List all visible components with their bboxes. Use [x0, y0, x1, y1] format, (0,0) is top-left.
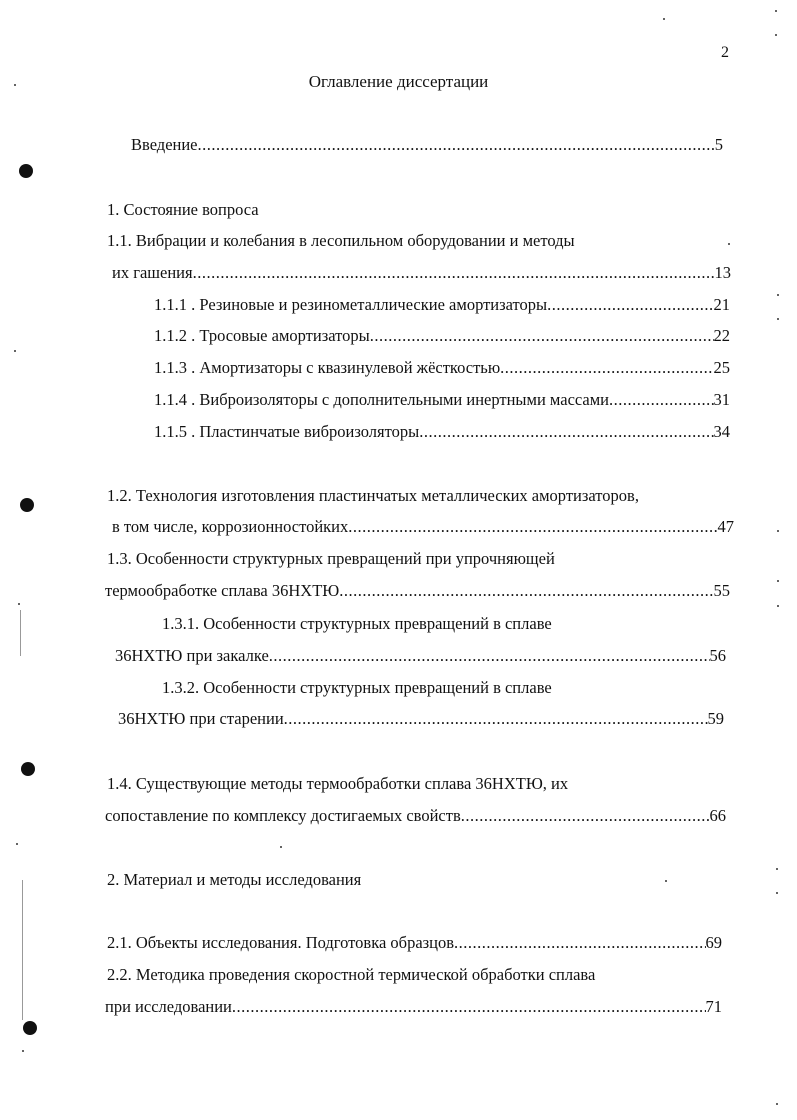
scan-speck — [663, 18, 665, 20]
dot-leader — [461, 806, 710, 826]
toc-page: 13 — [714, 263, 731, 282]
scan-speck — [777, 318, 779, 320]
toc-entry-1-3-2-line1: 1.3.2. Особенности структурных превращений в сплаве — [162, 678, 552, 697]
dot-leader — [348, 517, 717, 537]
punch-hole-3 — [21, 762, 35, 776]
toc-entry-1-2-line1: 1.2. Технология изготовления пластинчатых металлических амортизаторов, — [107, 486, 639, 505]
toc-entry-1-4 — [105, 806, 726, 826]
scan-speck — [280, 846, 282, 848]
scan-speck — [728, 243, 730, 245]
toc-entry-1-3-line1: 1.3. Особенности структурных превращений при упрочняющей — [107, 549, 555, 568]
toc-label: 1.1.4 . Виброизоляторы с дополнительными инертными массами — [154, 390, 610, 409]
toc-entry-1-3-2 — [118, 709, 724, 729]
scan-speck — [775, 34, 777, 36]
toc-entry-1-1-2 — [154, 326, 730, 346]
scan-speck — [16, 843, 18, 845]
toc-entry-1-2 — [112, 517, 734, 537]
toc-page: 56 — [709, 646, 726, 665]
scan-speck — [776, 892, 778, 894]
toc-label: Введение — [131, 135, 198, 154]
dot-leader — [609, 390, 713, 410]
dot-leader — [193, 263, 715, 283]
dot-leader — [232, 997, 706, 1017]
toc-entry-1-3-1-line1: 1.3.1. Особенности структурных превращений в сплаве — [162, 614, 552, 633]
scan-speck — [775, 10, 777, 12]
toc-page: 34 — [713, 422, 730, 441]
toc-label: их гашения — [112, 263, 193, 282]
toc-page: 55 — [713, 581, 730, 600]
toc-label: 2.1. Объекты исследования. Подготовка образцов — [107, 933, 455, 952]
toc-page: 5 — [714, 135, 723, 154]
toc-page: 71 — [705, 997, 722, 1016]
toc-entry-intro — [131, 135, 723, 155]
toc-label: сопоставление по комплексу достигаемых свойств — [105, 806, 461, 825]
scan-speck — [777, 530, 779, 532]
toc-page: 31 — [713, 390, 730, 409]
toc-page: 21 — [713, 295, 730, 314]
scan-speck — [777, 605, 779, 607]
toc-label: 1.1.5 . Пластинчатые виброизоляторы — [154, 422, 420, 441]
toc-entry-2-2 — [105, 997, 722, 1017]
page-number: 2 — [721, 44, 729, 61]
toc-entry-1-1-1 — [154, 295, 730, 315]
punch-hole-2 — [20, 498, 34, 512]
dot-leader — [269, 646, 710, 666]
toc-entry-1-1 — [112, 263, 731, 283]
toc-page: 25 — [713, 358, 730, 377]
toc-label: 36НХТЮ при старении — [118, 709, 284, 728]
toc-entry-1-3 — [105, 581, 730, 601]
scan-edge-line — [20, 610, 21, 656]
toc-entry-2-1 — [107, 933, 722, 953]
toc-page: 69 — [705, 933, 722, 952]
dot-leader — [370, 326, 714, 346]
toc-label: в том числе, коррозионностойких — [112, 517, 349, 536]
toc-entry-1-1-4 — [154, 390, 730, 410]
scan-speck — [665, 880, 667, 882]
scan-speck — [776, 1103, 778, 1105]
scan-speck — [777, 294, 779, 296]
dot-leader — [198, 135, 715, 155]
page-title: Оглавление диссертации — [308, 72, 489, 91]
scan-speck — [14, 350, 16, 352]
toc-label: при исследовании — [105, 997, 232, 1016]
toc-page: 66 — [709, 806, 726, 825]
punch-hole-4 — [23, 1021, 37, 1035]
toc-entry-2-2-line1: 2.2. Методика проведения скоростной термической обработки сплава — [107, 965, 596, 984]
scan-speck — [18, 603, 20, 605]
dot-leader — [500, 358, 713, 378]
toc-page: 22 — [713, 326, 730, 345]
toc-entry-1-1-3 — [154, 358, 730, 378]
scan-speck — [22, 1050, 24, 1052]
toc-entry-1-4-line1: 1.4. Существующие методы термообработки сплава 36НХТЮ, их — [107, 774, 569, 793]
toc-page: 59 — [707, 709, 724, 728]
toc-label: 1.1.3 . Амортизаторы с квазинулевой жёсткостью — [154, 358, 501, 377]
toc-entry-1-3-1 — [115, 646, 726, 666]
dot-leader — [454, 933, 705, 953]
toc-label: 1.1.1 . Резиновые и резинометаллические амортизаторы — [154, 295, 548, 314]
punch-hole-1 — [19, 164, 33, 178]
toc-label: 36НХТЮ при закалке — [115, 646, 269, 665]
scan-speck — [776, 868, 778, 870]
toc-page: 47 — [717, 517, 734, 536]
toc-entry-1-1-5 — [154, 422, 730, 442]
section-heading-2: 2. Материал и методы исследования — [107, 870, 362, 889]
toc-label: термообработке сплава 36НХТЮ — [105, 581, 340, 600]
section-heading-1: 1. Состояние вопроса — [107, 200, 259, 219]
scan-speck — [777, 580, 779, 582]
toc-entry-1-1-line1: 1.1. Вибрации и колебания в лесопильном оборудовании и методы — [107, 231, 575, 250]
toc-label: 1.1.2 . Тросовые амортизаторы — [154, 326, 370, 345]
dot-leader — [547, 295, 713, 315]
scan-edge-line — [22, 880, 23, 1020]
dot-leader — [339, 581, 713, 601]
dot-leader — [284, 709, 708, 729]
dot-leader — [419, 422, 713, 442]
